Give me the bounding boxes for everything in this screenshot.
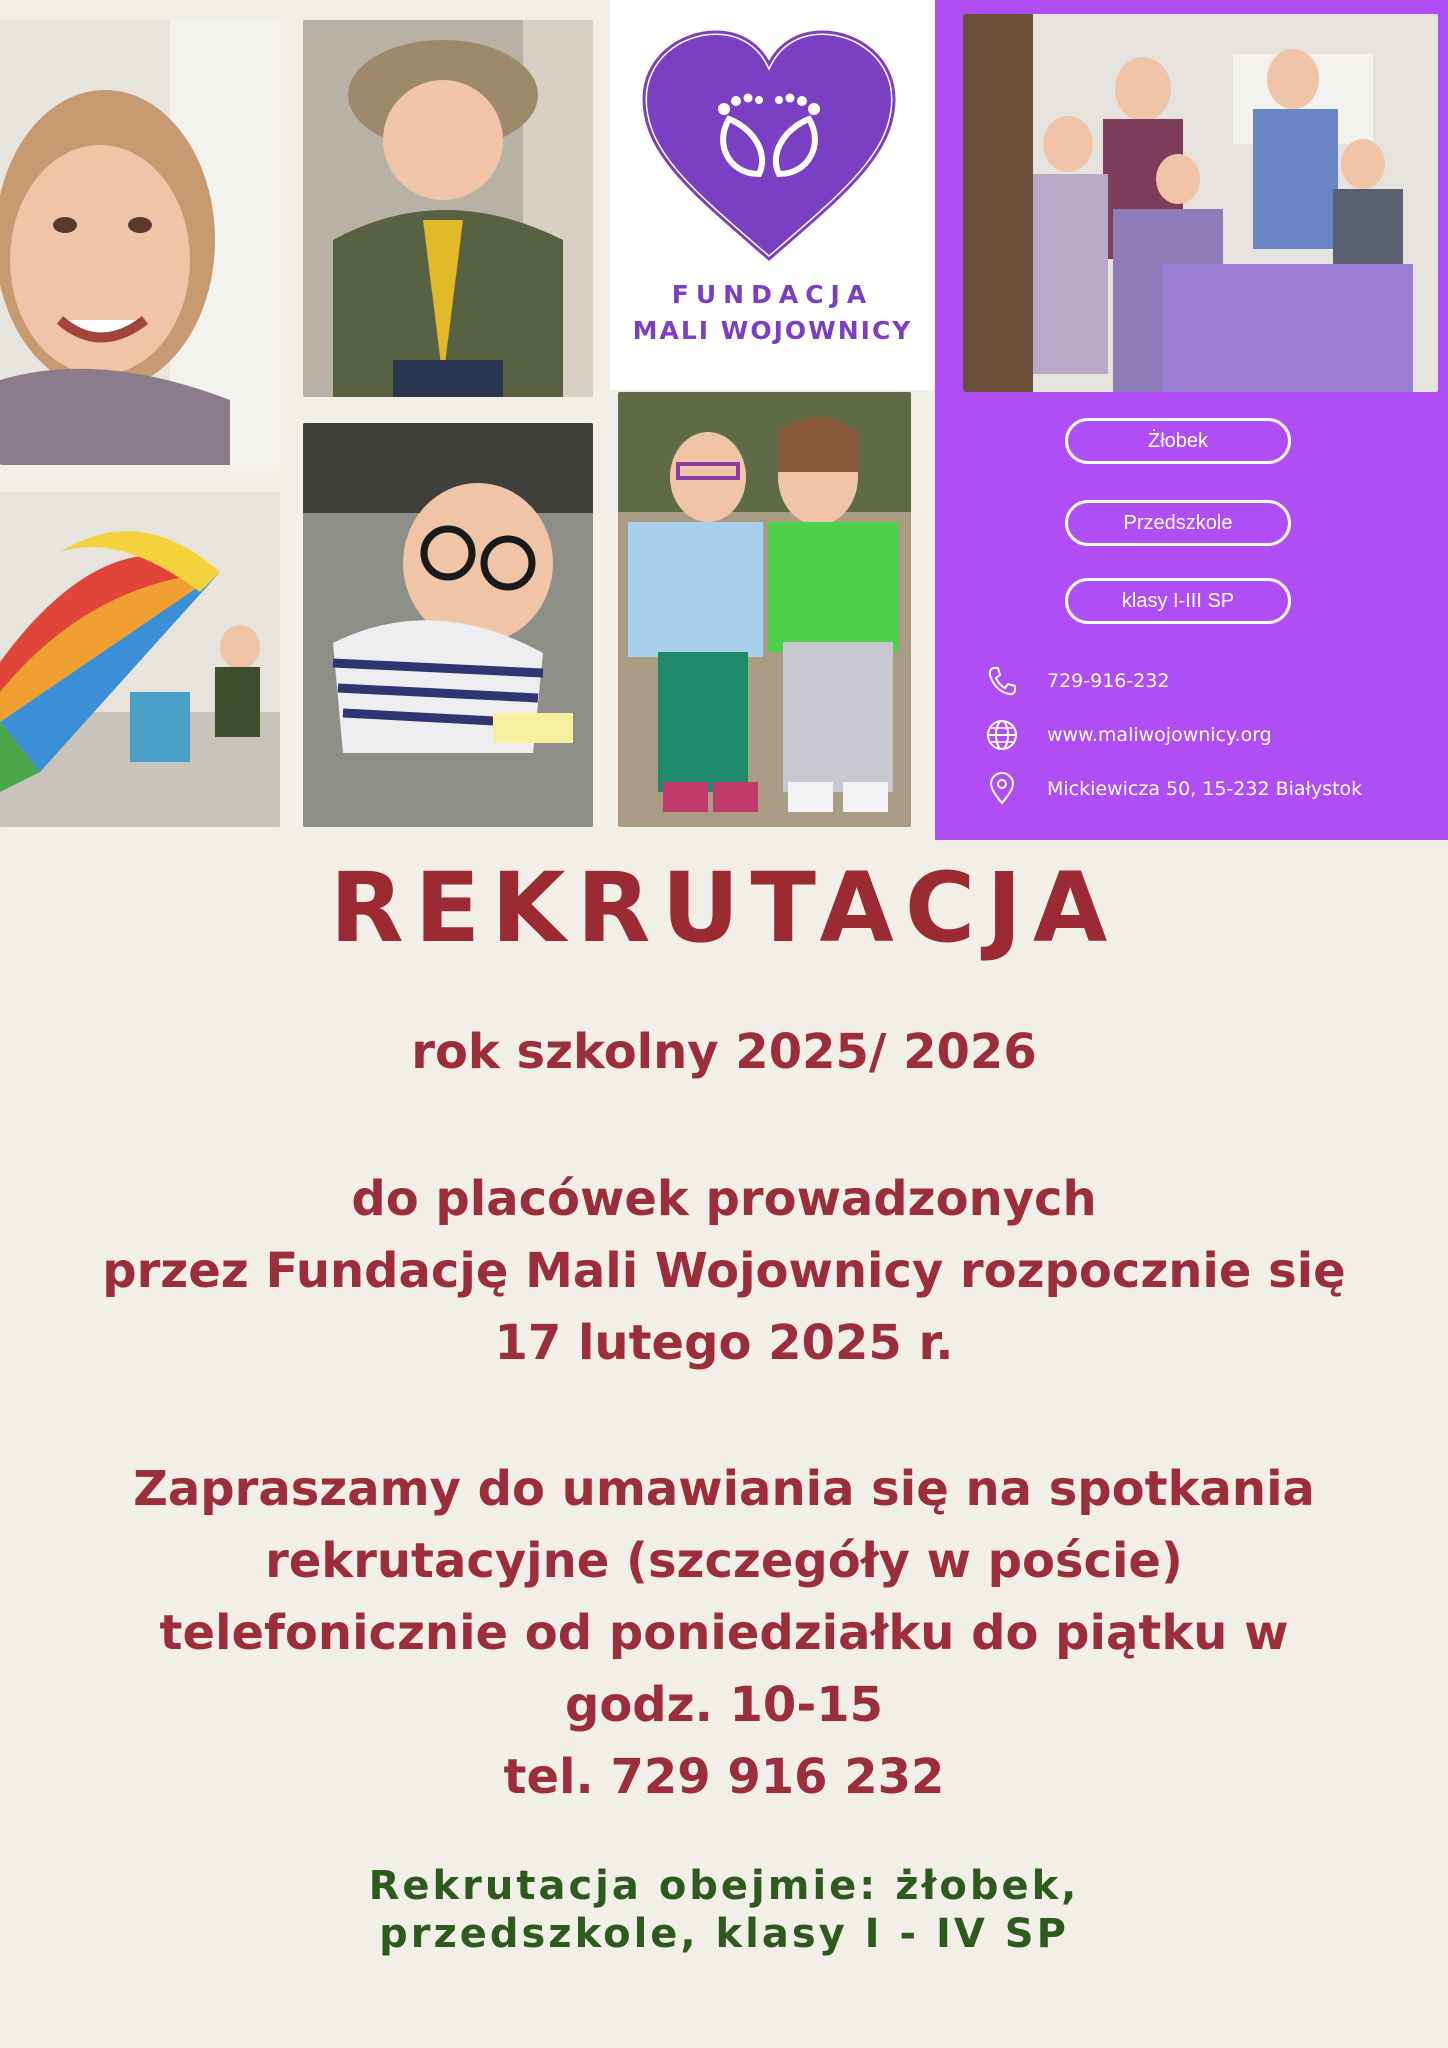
text-line: 17 lutego 2025 r. bbox=[494, 1315, 954, 1371]
brand-line-2: MALI WOJOWNICY bbox=[632, 316, 913, 345]
footer-note bbox=[0, 1862, 1448, 1958]
text-line: godz. 10-15 bbox=[564, 1677, 884, 1733]
contact-address[interactable] bbox=[985, 772, 1362, 806]
logo-panel bbox=[610, 0, 935, 390]
text-line: rekrutacyjne (szczegóły w poście) bbox=[265, 1533, 1183, 1589]
text-line: przez Fundację Mali Wojownicy rozpocznie się bbox=[102, 1243, 1346, 1299]
photo-rainbow-parachute bbox=[0, 492, 280, 827]
brand-line-1: FUNDACJA bbox=[671, 280, 874, 309]
photo-two-girls bbox=[618, 392, 911, 827]
recruitment-start-paragraph bbox=[0, 1163, 1448, 1379]
invitation-paragraph bbox=[0, 1453, 1448, 1813]
photo-group bbox=[963, 14, 1438, 392]
phone-line: tel. 729 916 232 bbox=[503, 1749, 945, 1805]
info-panel bbox=[935, 0, 1448, 840]
photo-girl-smiling bbox=[0, 20, 280, 465]
text-line: telefonicznie od poniedziałku do piątku w bbox=[159, 1605, 1289, 1661]
contact-phone-text: 729-916-232 bbox=[1047, 670, 1170, 692]
heart-logo-icon bbox=[634, 24, 904, 274]
globe-icon bbox=[985, 718, 1019, 752]
location-pin-icon bbox=[985, 772, 1019, 806]
button-zlobek[interactable]: Żłobek bbox=[1065, 418, 1291, 464]
footer-line: przedszkole, klasy I - IV SP bbox=[379, 1911, 1069, 1957]
text-line: do placówek prowadzonych bbox=[351, 1171, 1097, 1227]
school-year: rok szkolny 2025/ 2026 bbox=[411, 1024, 1037, 1080]
photo-boy-hat bbox=[303, 20, 593, 397]
button-przedszkole[interactable]: Przedszkole bbox=[1065, 500, 1291, 546]
footer-line: Rekrutacja obejmie: żłobek, bbox=[368, 1863, 1080, 1909]
contact-phone[interactable] bbox=[985, 664, 1170, 698]
text-line: Zapraszamy do umawiania się na spotkania bbox=[133, 1461, 1315, 1517]
contact-address-text: Mickiewicza 50, 15-232 Białystok bbox=[1047, 778, 1363, 800]
photo-boy-glasses bbox=[303, 423, 593, 827]
contact-website-text: www.maliwojownicy.org bbox=[1047, 724, 1272, 746]
page-title: REKRUTACJA bbox=[329, 852, 1119, 964]
phone-icon bbox=[985, 664, 1019, 698]
contact-website[interactable] bbox=[985, 718, 1272, 752]
button-klasy[interactable]: klasy I-III SP bbox=[1065, 578, 1291, 624]
